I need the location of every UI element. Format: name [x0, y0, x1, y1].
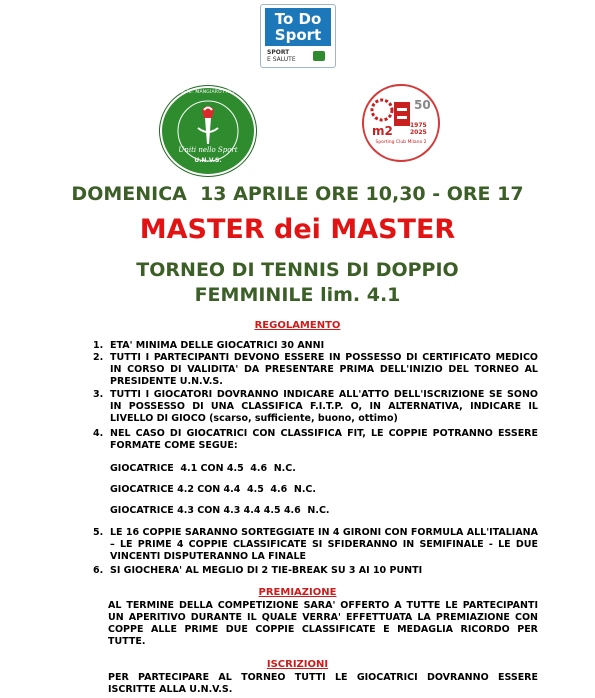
rule-5	[93, 527, 538, 563]
rule-1	[93, 340, 538, 352]
event-title: MASTER dei MASTER	[139, 214, 456, 245]
pairing-1: GIOCATRICE 4.1 CON 4.5 4.6 N.C.	[110, 463, 296, 474]
event-date: DOMENICA 13 APRILE ORE 10,30 - ORE 17	[71, 183, 524, 205]
iscrizioni-heading: ISCRIZIONI	[266, 659, 329, 670]
rule-text: TUTTI I GIOCATORI DOVRANNO INDICARE ALL'ATTO DELL'ISCRIZIONE SE SONO IN POSSESSO DI UNA CLASSIFICA F.I.T.P. O, IN ALTERNATIVA, INDICARE IL LIVELLO DI GIOCO (scarso, sufficiente, buono, ottimo)	[110, 389, 538, 424]
rule-number: 1.	[93, 340, 104, 351]
rule-3	[93, 389, 538, 425]
premiazione-heading: PREMIAZIONE	[258, 587, 337, 598]
rule-number: 6.	[93, 565, 104, 576]
rule-6	[93, 565, 538, 577]
rule-number: 3.	[93, 389, 104, 400]
event-subtitle	[0, 258, 595, 308]
rule-number: 2.	[93, 352, 104, 363]
iscrizioni-text: PER PARTECIPARE AL TORNEO TUTTI LE GIOCATRICI DOVRANNO ESSERE ISCRITTE ALLA U.N.V.S.	[108, 672, 538, 695]
todo-sport-tagline: SPORT E SALUTE	[267, 49, 296, 63]
rule-text: TUTTI I PARTECIPANTI DEVONO ESSERE IN POSSESSO DI CERTIFICATO MEDICO IN CORSO DI VALIDITA' DA PRESENTARE PRIMA DELL'INIZIO DEL TORNEO AL PRESIDENTE U.N.V.S.	[110, 352, 538, 387]
sporting-anniversary: 50	[414, 98, 431, 112]
sporting-name: Sporting Club Milano 2	[375, 140, 427, 145]
unvs-ring-text: SEZIONE "E. MANGIAROTTI" MILANO	[163, 90, 253, 95]
rule-text: LE 16 COPPIE SARANNO SORTEGGIATE IN 4 GIRONI CON FORMULA ALL'ITALIANA – LE PRIME 4 COPPIE CLASSIFICATE SI SFIDERANNO IN SEMIFINALE - LE DUE VINCENTI DISPUTERANNO LA FINALE	[110, 527, 538, 562]
sporting-club-logo	[362, 84, 440, 162]
sporting-mark: m2	[372, 124, 393, 138]
pairing-3: GIOCATRICE 4.3 CON 4.3 4.4 4.5 4.6 N.C.	[110, 505, 330, 516]
todo-sport-badge: To Do Sport	[265, 8, 331, 46]
rule-number: 5.	[93, 527, 104, 538]
pairing-2: GIOCATRICE 4.2 CON 4.4 4.5 4.6 N.C.	[110, 484, 317, 495]
rule-4	[93, 428, 538, 452]
rule-text: NEL CASO DI GIOCATRICI CON CLASSIFICA FIT, LE COPPIE POTRANNO ESSERE FORMATE COME SEGUE:	[110, 428, 538, 451]
todo-sport-logo	[260, 4, 336, 68]
unvs-logo	[160, 86, 256, 176]
unvs-abbr: U.N.V.S.	[194, 157, 222, 164]
unvs-script: Uniti nello Sport	[178, 146, 238, 154]
rule-2	[93, 352, 538, 388]
rule-text: SI GIOCHERA' AL MEGLIO DI 2 TIE-BREAK SU 3 AI 10 PUNTI	[110, 565, 423, 576]
subtitle-line-2: FEMMINILE lim. 4.1	[194, 284, 401, 306]
premiazione-text: AL TERMINE DELLA COMPETIZIONE SARA' OFFERTO A TUTTE LE PARTECIPANTI UN APERITIVO DURANTE IL QUALE VERRA' EFFETTUATA LA PREMIAZIONE CON COPPE ALLE PRIME DUE COPPIE CLASSIFICATE E MEDAGLIA RICORDO PER TUTTE.	[108, 600, 538, 647]
lombardia-icon	[313, 51, 325, 61]
regolamento-heading: REGOLAMENTO	[254, 320, 341, 331]
subtitle-line-1: TORNEO DI TENNIS DI DOPPIO	[136, 259, 459, 281]
rule-text: ETA' MINIMA DELLE GIOCATRICI 30 ANNI	[110, 340, 325, 351]
sporting-years: 1975 2025	[410, 122, 427, 136]
rule-number: 4.	[93, 428, 104, 439]
